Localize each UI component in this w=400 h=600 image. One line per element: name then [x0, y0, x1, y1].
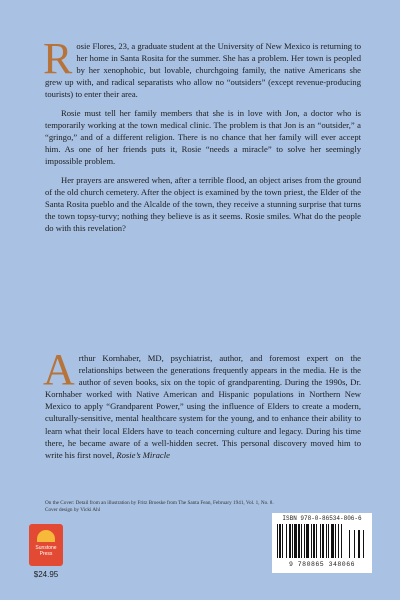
- synopsis-paragraph-2: Rosie must tell her family members that she is in love with Jon, a doctor who is temporarily working at the town medical clinic. The problem is that Jon is an “outsider,” a “gringo,” and of a different religion. There is no chance that her family will ever accept him. As one of her friends puts it, Rosie “needs a miracle” to solve her seemingly impossible problem.: [45, 107, 361, 167]
- design-credit-line: Cover design by Vicki Ahl: [45, 507, 101, 513]
- barcode-number: 9 780865 348066: [288, 561, 355, 568]
- publisher-name: Sunstone: [35, 545, 57, 551]
- author-bio: [43, 345, 361, 461]
- bio-paragraph: [43, 345, 361, 461]
- synopsis-paragraph-1: [43, 34, 361, 100]
- synopsis-paragraph-3: Her prayers are answered when, after a terrible flood, an object arises from the ground of the old church cemetery. After the object is examined by the town priest, the Elder of the Santa Rosita pueblo and the Alcalde of the town, they receive a stunning surprise that turns the town topsy-turvy; nothing they believe is as it seems. Rosie smiles. What do the people do with this revelation?: [45, 174, 361, 234]
- cover-credit-line: On the Cover: Detail from an illustration by Fritz Broeske from The Santa Fean, February 1941, Vol. 1, No. 8.: [45, 500, 274, 506]
- sun-icon: [37, 530, 55, 542]
- publisher-logo-text: [29, 545, 63, 557]
- publisher-press: Press: [39, 551, 53, 557]
- drop-cap: A: [43, 345, 75, 394]
- bio-text: rthur Kornhaber, MD, psychiatrist, author, and foremost expert on the relationships between the generations frequently appears in the media. He is the author of seven books, six on the topic of grandparenting. During the 1990s, Dr. Kornhaber worked with Native American and Hispanic populations in Northern New Mexico to apply “Grandparent Power,” using the influence of Elders to create a modern, culturally-sensitive, mental healthcare system for the young, and to enhance their ability to learn what their local Elders have to teach concerning culture and legacy. During his time there, he became aware of a well-hidden secret. This personal discovery moved him to write his first novel,: [45, 353, 361, 460]
- publisher-block: [26, 524, 66, 579]
- drop-cap: R: [43, 34, 73, 83]
- barcode: [272, 513, 372, 573]
- synopsis: [43, 34, 361, 241]
- isbn-label: ISBN 978-0-86534-806-6: [282, 515, 362, 522]
- cover-credits: [45, 500, 274, 514]
- synopsis-text-1: osie Flores, 23, a graduate student at the University of New Mexico is returning to her home in Santa Rosita for the summer. She has a problem. Her town is peopled by her xenophobic, but lovable, churchgoing family, the native Americans she grew up with, and radical separatists who allow no “outsiders” (except revenue-producing tourists) to enter their area.: [45, 41, 361, 100]
- publisher-logo: [29, 524, 63, 566]
- book-title: Rosie’s Miracle: [116, 449, 170, 460]
- price: $24.95: [33, 570, 59, 579]
- barcode-icon: [275, 524, 369, 560]
